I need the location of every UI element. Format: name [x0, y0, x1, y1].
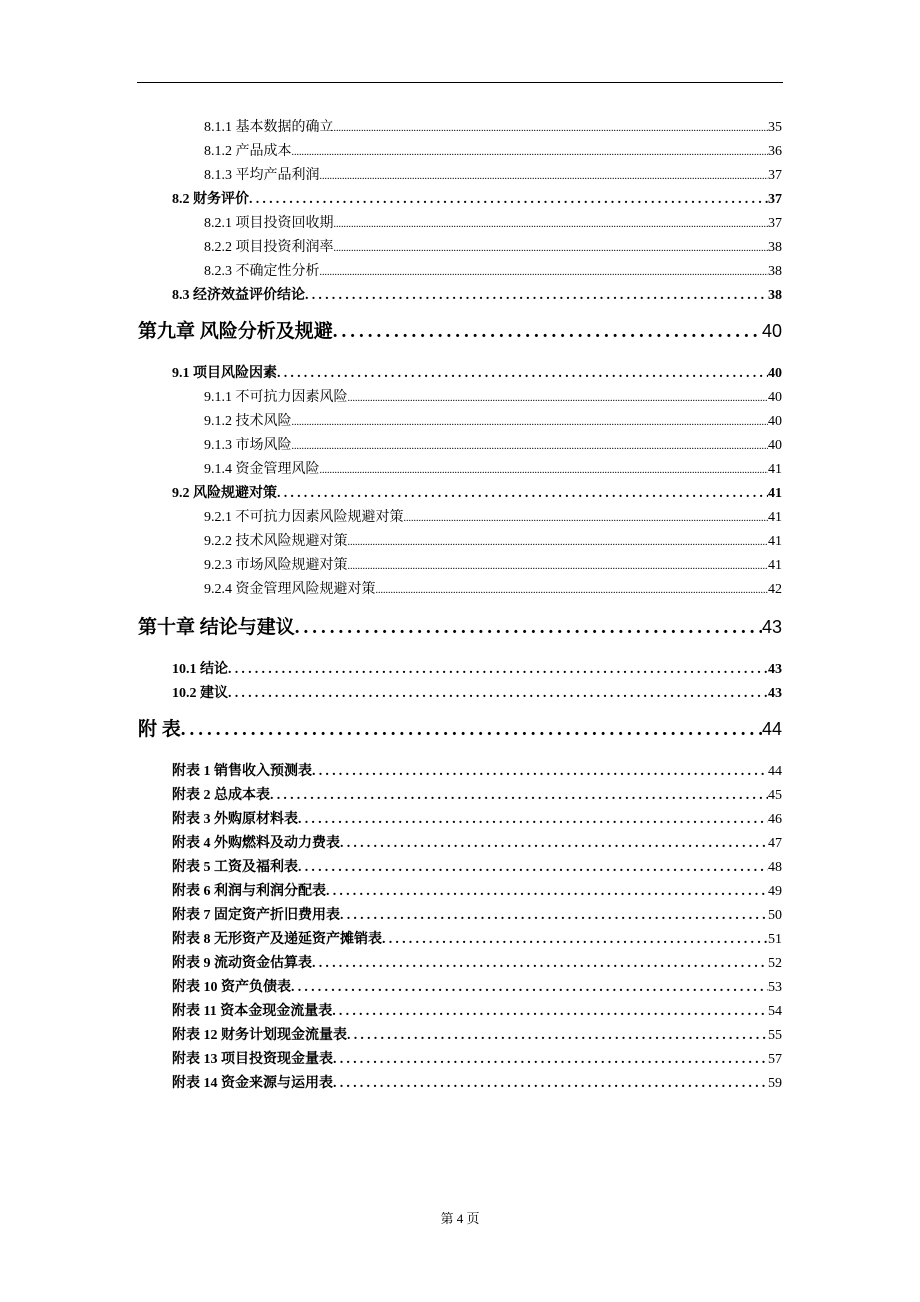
toc-leader: [292, 417, 769, 428]
toc-leader: [228, 662, 768, 678]
toc-entry-page: 47: [768, 836, 782, 851]
toc-entry-page: 37: [768, 216, 782, 231]
toc-entry-page: 40: [768, 438, 782, 453]
toc-leader: [348, 537, 769, 548]
toc-entry-page: 37: [768, 192, 782, 207]
toc-entry-page: 44: [768, 764, 782, 779]
toc-appendix-entry[interactable]: [172, 1024, 782, 1044]
toc-entry[interactable]: [204, 554, 782, 574]
toc-entry[interactable]: [204, 260, 782, 280]
toc-entry-page: 50: [768, 908, 782, 923]
toc-entry-page: 51: [768, 932, 782, 947]
toc-entry-page: 38: [768, 288, 782, 303]
toc-leader: [277, 366, 768, 382]
toc-entry[interactable]: [204, 140, 782, 160]
toc-entry-label: 10.1 结论: [172, 662, 228, 677]
toc-entry[interactable]: [204, 530, 782, 550]
toc-leader: [348, 561, 769, 572]
toc-entry-page: 40: [761, 321, 782, 341]
toc-entry-label: 附表 12 财务计划现金流量表: [172, 1028, 347, 1043]
toc-entry-page: 55: [768, 1028, 782, 1043]
toc-entry-label: 附表 5 工资及福利表: [172, 860, 298, 875]
toc-entry[interactable]: [172, 482, 782, 502]
toc-leader: [292, 147, 769, 158]
toc-entry[interactable]: [204, 458, 782, 478]
toc-entry-label: 9.2.4 资金管理风险规避对策: [204, 582, 376, 597]
toc-entry-label: 第九章 风险分析及规避: [138, 321, 333, 342]
toc-entry-label: 9.2 风险规避对策: [172, 486, 277, 501]
toc-entry-label: 附表 9 流动资金估算表: [172, 956, 312, 971]
toc-entry-page: 38: [768, 264, 782, 279]
toc-entry-page: 35: [768, 120, 782, 135]
toc-entry-page: 38: [768, 240, 782, 255]
toc-leader: [312, 956, 768, 972]
toc-entry-label: 附表 2 总成本表: [172, 788, 270, 803]
toc-entry-page: 40: [768, 366, 782, 381]
toc-entry[interactable]: [204, 236, 782, 256]
toc-leader: [333, 321, 762, 343]
toc-entry-page: 40: [768, 390, 782, 405]
toc-appendix-entry[interactable]: [172, 1048, 782, 1068]
toc-entry-label: 附表 8 无形资产及递延资产摊销表: [172, 932, 382, 947]
toc-chapter[interactable]: [138, 316, 782, 342]
toc-entry[interactable]: [204, 434, 782, 454]
toc-entry[interactable]: [204, 116, 782, 136]
toc-entry-page: 53: [768, 980, 782, 995]
toc-entry-page: 37: [768, 168, 782, 183]
toc-leader: [404, 513, 769, 524]
toc-entry-label: 附 表: [138, 719, 181, 740]
toc-entry-label: 8.3 经济效益评价结论: [172, 288, 305, 303]
toc-entry-label: 附表 3 外购原材料表: [172, 812, 298, 827]
toc-leader: [332, 1004, 768, 1020]
toc-entry-label: 8.2.1 项目投资回收期: [204, 216, 334, 231]
toc-leader: [291, 980, 768, 996]
toc-entry-label: 8.1.1 基本数据的确立: [204, 120, 334, 135]
toc-entry-label: 9.1 项目风险因素: [172, 366, 277, 381]
toc-leader: [334, 123, 769, 134]
toc-entry-page: 43: [768, 662, 782, 677]
toc-entry-label: 8.1.2 产品成本: [204, 144, 292, 159]
toc-leader: [305, 288, 768, 304]
toc-leader: [333, 1076, 768, 1092]
toc-entry-label: 8.1.3 平均产品利润: [204, 168, 320, 183]
toc-entry-label: 9.1.2 技术风险: [204, 414, 292, 429]
toc-entry-page: 43: [768, 686, 782, 701]
toc-entry-page: 41: [768, 462, 782, 477]
toc-appendix-entry[interactable]: [172, 808, 782, 828]
toc-entry-label: 9.2.2 技术风险规避对策: [204, 534, 348, 549]
toc-leader: [298, 812, 768, 828]
toc-entry-page: 44: [761, 719, 782, 739]
toc-entry-page: 48: [768, 860, 782, 875]
toc-appendix-entry[interactable]: [172, 928, 782, 948]
toc-leader: [347, 1028, 768, 1044]
toc-leader: [228, 686, 768, 702]
toc-entry-page: 54: [768, 1004, 782, 1019]
toc-entry-label: 附表 7 固定资产折旧费用表: [172, 908, 340, 923]
toc-entry-label: 10.2 建议: [172, 686, 228, 701]
toc-leader: [320, 465, 769, 476]
toc-entry-label: 附表 11 资本金现金流量表: [172, 1004, 333, 1019]
toc-appendix-entry[interactable]: [172, 832, 782, 852]
toc-appendix-entry[interactable]: [172, 784, 782, 804]
toc-entry[interactable]: [204, 506, 782, 526]
toc-entry-label: 8.2.2 项目投资利润率: [204, 240, 334, 255]
toc-entry[interactable]: [204, 578, 782, 598]
toc-leader: [326, 884, 768, 900]
toc-entry-label: 附表 10 资产负债表: [172, 980, 291, 995]
toc-chapter[interactable]: [138, 612, 782, 638]
toc-entry-page: 41: [768, 534, 782, 549]
toc-leader: [334, 243, 769, 254]
toc-leader: [295, 617, 762, 639]
toc-entry-label: 附表 4 外购燃料及动力费表: [172, 836, 340, 851]
toc-entry-label: 附表 13 项目投资现金量表: [172, 1052, 333, 1067]
toc-leader: [320, 171, 769, 182]
toc-entry-page: 43: [761, 617, 782, 637]
toc-entry[interactable]: [204, 212, 782, 232]
toc-entry-page: 41: [768, 510, 782, 525]
toc-entry-label: 附表 6 利润与利润分配表: [172, 884, 326, 899]
toc-entry[interactable]: [204, 410, 782, 430]
toc-entry-label: 附表 1 销售收入预测表: [172, 764, 312, 779]
toc-entry[interactable]: [204, 386, 782, 406]
toc-entry[interactable]: [172, 682, 782, 702]
toc-leader: [376, 585, 769, 596]
toc-entry-page: 40: [768, 414, 782, 429]
toc-appendix-entry[interactable]: [172, 952, 782, 972]
toc-leader: [270, 788, 768, 804]
toc-leader: [298, 860, 768, 876]
toc-entry[interactable]: [172, 188, 782, 208]
toc-entry[interactable]: [172, 362, 782, 382]
toc-appendix-entry[interactable]: [172, 1072, 782, 1092]
toc-leader: [333, 1052, 768, 1068]
toc-appendix-entry[interactable]: [172, 904, 782, 924]
toc-entry-page: 42: [768, 582, 782, 597]
toc-leader: [292, 441, 769, 452]
toc-entry-label: 附表 14 资金来源与运用表: [172, 1076, 333, 1091]
toc-entry-label: 9.1.4 资金管理风险: [204, 462, 320, 477]
toc-leader: [382, 932, 768, 948]
header-rule: [137, 82, 783, 83]
toc-entry-page: 59: [768, 1076, 782, 1091]
toc-entry-label: 9.1.3 市场风险: [204, 438, 292, 453]
toc-entry-label: 8.2 财务评价: [172, 192, 249, 207]
toc-appendix-entry[interactable]: [172, 856, 782, 876]
toc-leader: [249, 192, 768, 208]
toc-appendix-entry[interactable]: [172, 760, 782, 780]
toc-entry-page: 46: [768, 812, 782, 827]
toc-entry[interactable]: [172, 658, 782, 678]
toc-entry-label: 第十章 结论与建议: [138, 617, 295, 638]
toc-leader: [320, 267, 769, 278]
toc-entry-label: 9.1.1 不可抗力因素风险: [204, 390, 348, 405]
toc-entry-page: 41: [768, 558, 782, 573]
toc-entry-label: 9.2.3 市场风险规避对策: [204, 558, 348, 573]
toc-entry-label: 8.2.3 不确定性分析: [204, 264, 320, 279]
toc-entry[interactable]: [172, 284, 782, 304]
toc-leader: [277, 486, 768, 502]
toc-entry-page: 49: [768, 884, 782, 899]
toc-entry-page: 52: [768, 956, 782, 971]
toc-entry-label: 9.2.1 不可抗力因素风险规避对策: [204, 510, 404, 525]
toc-leader: [312, 764, 768, 780]
toc-entry-page: 45: [768, 788, 782, 803]
toc-entry[interactable]: [204, 164, 782, 184]
toc-entry-page: 57: [768, 1052, 782, 1067]
toc-leader: [334, 219, 769, 230]
toc-leader: [348, 393, 769, 404]
toc-leader: [340, 836, 768, 852]
toc-entry-page: 36: [768, 144, 782, 159]
toc-leader: [181, 719, 762, 741]
page-number-footer: 第 4 页: [440, 1211, 480, 1226]
toc-appendix-entry[interactable]: [172, 880, 782, 900]
toc-appendix-entry[interactable]: [172, 1000, 782, 1020]
toc-entry-page: 41: [768, 486, 782, 501]
toc-leader: [340, 908, 768, 924]
toc-appendix-entry[interactable]: [172, 976, 782, 996]
toc-chapter[interactable]: [138, 714, 782, 740]
